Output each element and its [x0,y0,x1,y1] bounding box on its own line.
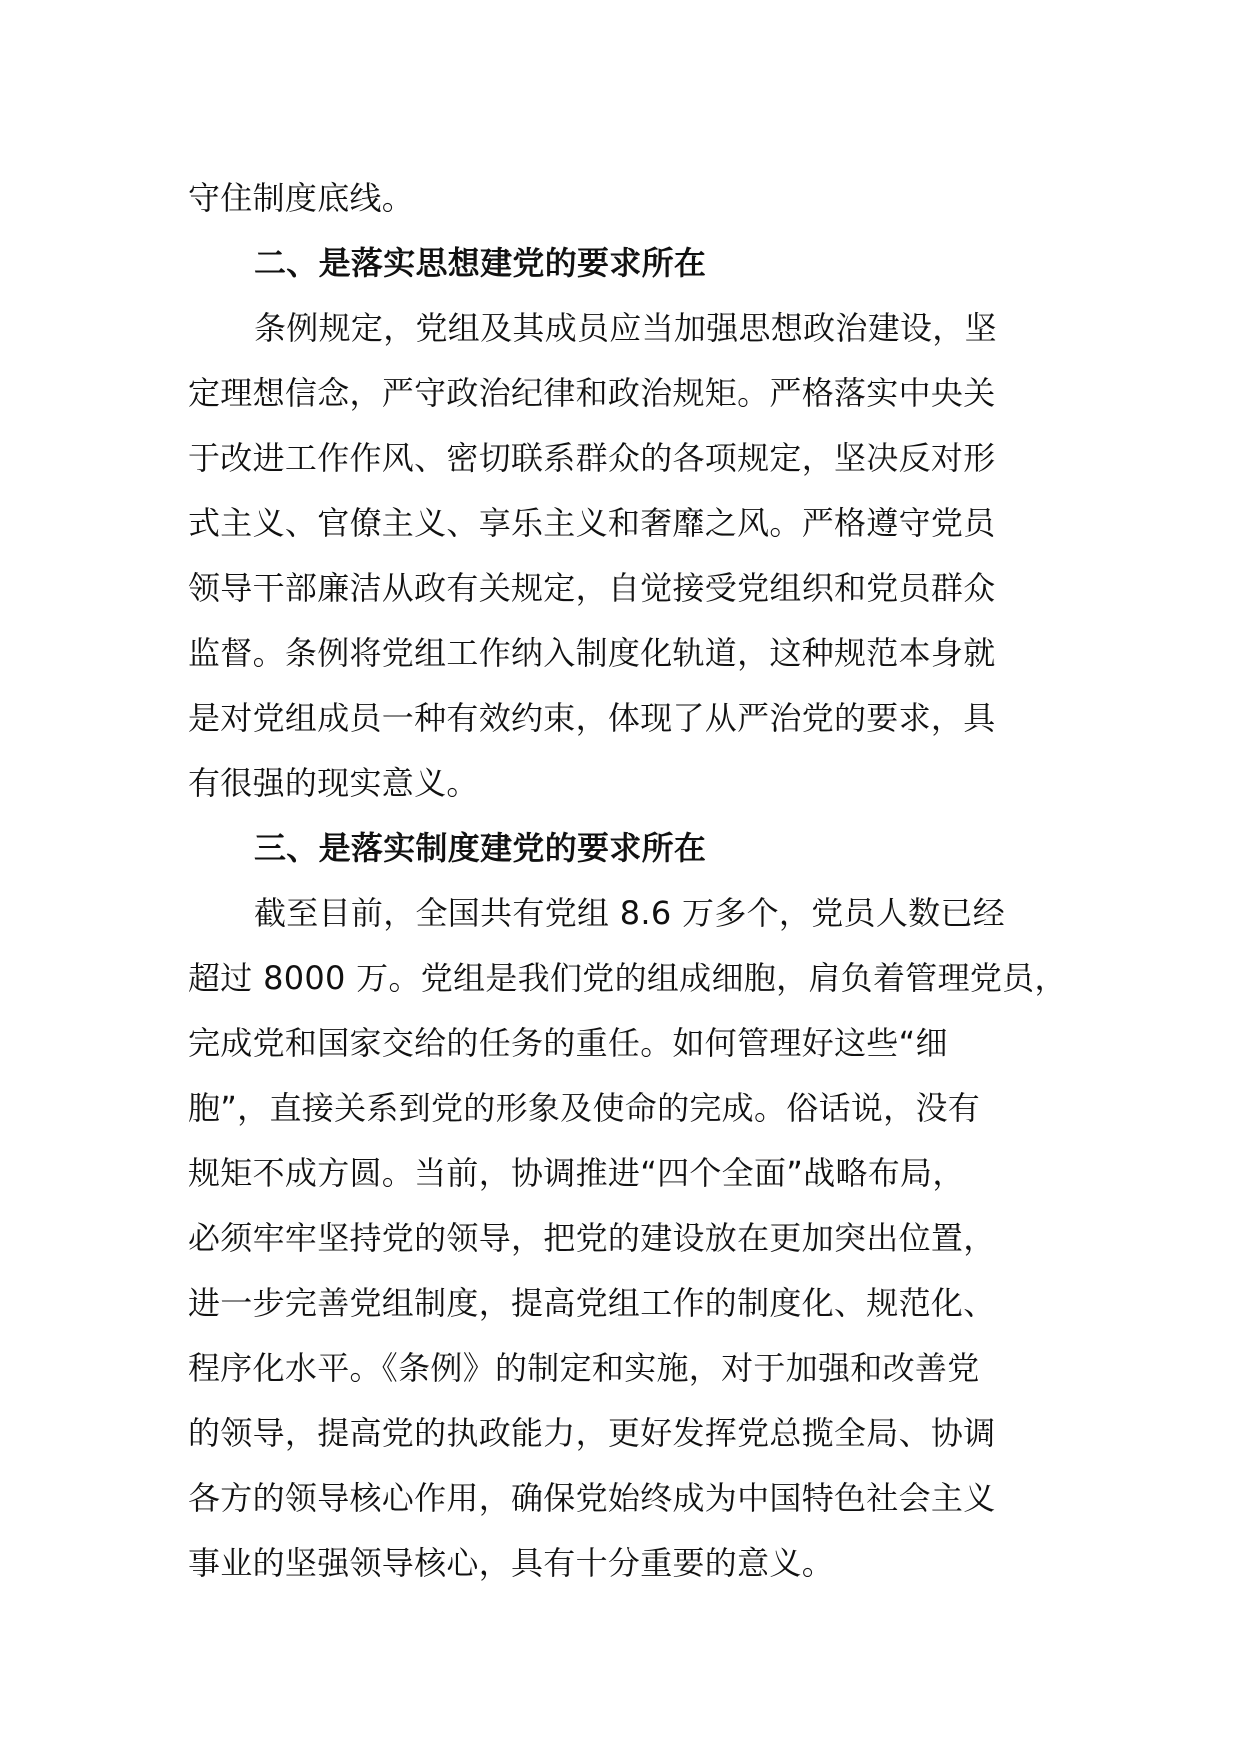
body-text-line: 各方的领导核心作用，确保党始终成为中国特色社会主义 [188,1479,996,1517]
paragraph-start: 截至目前，全国共有党组 8.6 万多个，党员人数已经 [254,894,1006,932]
body-text-line: 于改进工作作风、密切联系群众的各项规定，坚决反对形 [188,439,996,477]
section-heading-2: 二、是落实思想建党的要求所在 [254,244,707,282]
document-page [188,166,1067,1596]
paragraph-start: 条例规定，党组及其成员应当加强思想政治建设，坚 [254,309,997,347]
body-text-line: 是对党组成员一种有效约束，体现了从严治党的要求，具 [188,699,996,737]
body-text-line: 守住制度底线。 [188,179,415,217]
body-text-line: 有很强的现实意义。 [188,764,479,802]
body-text-line: 超过 8000 万。党组是我们党的组成细胞，肩负着管理党员， [188,959,1067,997]
body-text-line: 事业的坚强领导核心，具有十分重要的意义。 [188,1544,835,1582]
section-heading-3: 三、是落实制度建党的要求所在 [254,829,707,867]
body-text-line: 进一步完善党组制度，提高党组工作的制度化、规范化、 [188,1284,996,1322]
body-text-line: 的领导，提高党的执政能力，更好发挥党总揽全局、协调 [188,1414,996,1452]
body-text-line: 规矩不成方圆。当前，协调推进“四个全面”战略布局， [188,1154,965,1192]
body-text-line: 领导干部廉洁从政有关规定，自觉接受党组织和党员群众 [188,569,996,607]
body-text-line: 必须牢牢坚持党的领导，把党的建设放在更加突出位置， [188,1219,996,1257]
body-text-line: 式主义、官僚主义、享乐主义和奢靡之风。严格遵守党员 [188,504,996,542]
body-text-line: 程序化水平。《条例》的制定和实施，对于加强和改善党 [188,1349,980,1387]
body-text-line: 监督。条例将党组工作纳入制度化轨道，这种规范本身就 [188,634,996,672]
body-text-line: 完成党和国家交给的任务的重任。如何管理好这些“细 [188,1024,948,1062]
body-text-line: 定理想信念，严守政治纪律和政治规矩。严格落实中央关 [188,374,996,412]
body-text-line: 胞”，直接关系到党的形象及使命的完成。俗话说，没有 [188,1089,981,1127]
